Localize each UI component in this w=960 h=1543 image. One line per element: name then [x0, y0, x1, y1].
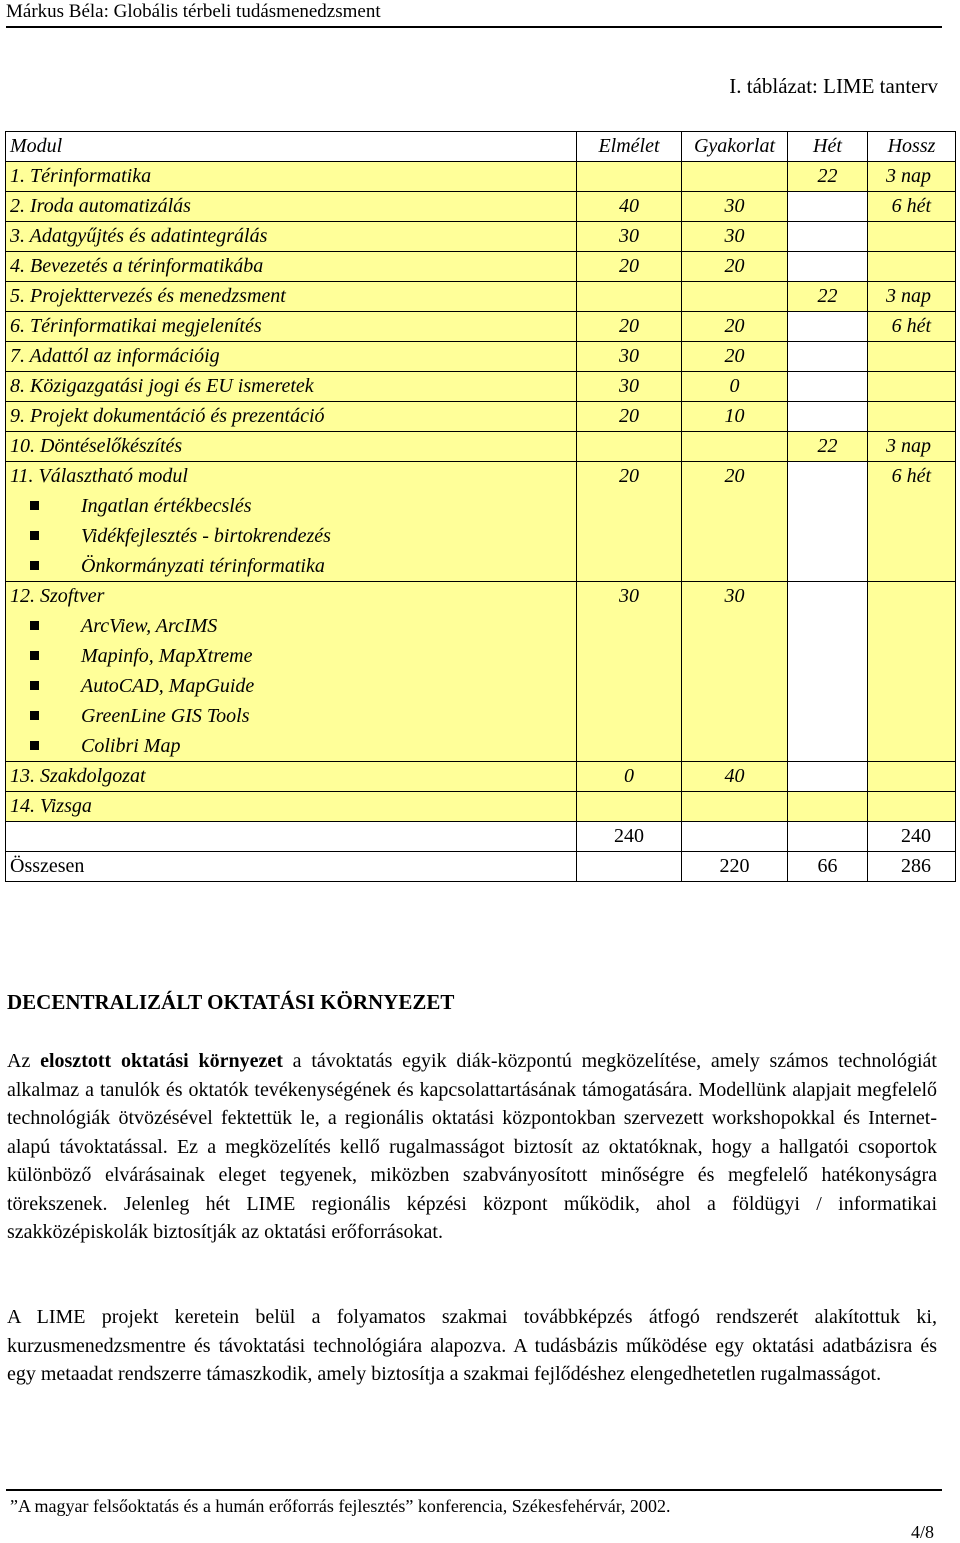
table-row [6, 462, 956, 582]
total-label: Összesen [6, 852, 577, 882]
gyakorlat-cell: 30 [682, 192, 788, 222]
module-name [6, 762, 577, 792]
sub-item-label: AutoCAD, MapGuide [81, 675, 255, 697]
table-row [6, 582, 956, 762]
column-header: Hossz [868, 132, 956, 162]
module-name [6, 222, 577, 252]
total-row [6, 852, 956, 882]
table-row [6, 162, 956, 192]
module-label: 11. Választható modul [10, 465, 188, 487]
running-header [6, 0, 942, 28]
table-row [6, 282, 956, 312]
column-header: Gyakorlat [682, 132, 788, 162]
het-cell [788, 372, 868, 402]
hossz-cell: 3 nap [868, 282, 956, 312]
sub-item [10, 641, 572, 671]
module-name [6, 342, 577, 372]
gyakorlat-cell [682, 792, 788, 822]
hossz-cell: 3 nap [868, 432, 956, 462]
elmelet-cell: 30 [577, 582, 682, 762]
sub-item-label: Önkormányzati térinformatika [81, 555, 325, 577]
het-cell [788, 462, 868, 582]
gyakorlat-cell [682, 432, 788, 462]
table-row [6, 222, 956, 252]
module-label: 6. Térinformatikai megjelenítés [10, 315, 262, 337]
bullet-icon [30, 561, 39, 570]
bullet-icon [30, 651, 39, 660]
sub-item-label: Vidékfejlesztés - birtokrendezés [81, 525, 331, 547]
curriculum-table [5, 131, 956, 882]
gyakorlat-cell [682, 282, 788, 312]
subtotal-gyakorlat [682, 822, 788, 852]
table-row [6, 792, 956, 822]
het-cell [788, 762, 868, 792]
elmelet-cell [577, 162, 682, 192]
elmelet-cell: 20 [577, 402, 682, 432]
het-cell: 22 [788, 432, 868, 462]
bullet-icon [30, 531, 39, 540]
module-label: 9. Projekt dokumentáció és prezentáció [10, 405, 325, 427]
gyakorlat-cell: 20 [682, 342, 788, 372]
hossz-cell [868, 792, 956, 822]
elmelet-cell: 0 [577, 762, 682, 792]
table-row [6, 372, 956, 402]
module-label: 7. Adattól az információig [10, 345, 220, 367]
section-heading: DECENTRALIZÁLT OKTATÁSI KÖRNYEZET [7, 990, 455, 1014]
hossz-cell [868, 252, 956, 282]
subtotal-label [6, 822, 577, 852]
sub-item-label: ArcView, ArcIMS [81, 615, 218, 637]
table-row [6, 762, 956, 792]
table-row [6, 252, 956, 282]
elmelet-cell [577, 792, 682, 822]
sub-item-label: Mapinfo, MapXtreme [81, 645, 253, 667]
sub-item-label: GreenLine GIS Tools [81, 705, 250, 727]
footer-conference: ”A magyar felsőoktatás és a humán erőforrás fejlesztés” konferencia, Székesfehérvár, 2002. [10, 1496, 671, 1516]
bullet-icon [30, 501, 39, 510]
total-hossz: 286 [868, 852, 956, 882]
subtotal-hossz: 240 [868, 822, 956, 852]
sub-item [10, 611, 572, 641]
subtotal-het [788, 822, 868, 852]
elmelet-cell [577, 282, 682, 312]
module-name [6, 432, 577, 462]
table-caption: I. táblázat: LIME tanterv [729, 74, 938, 98]
module-name [6, 192, 577, 222]
het-cell [788, 792, 868, 822]
het-cell: 22 [788, 282, 868, 312]
table-row [6, 312, 956, 342]
sub-item [10, 671, 572, 701]
module-label: 3. Adatgyűjtés és adatintegrálás [10, 225, 268, 247]
elmelet-cell: 30 [577, 222, 682, 252]
elmelet-cell [577, 432, 682, 462]
gyakorlat-cell [682, 162, 788, 192]
module-label: 13. Szakdolgozat [10, 765, 146, 787]
gyakorlat-cell: 30 [682, 582, 788, 762]
sub-item-label: Ingatlan értékbecslés [81, 495, 252, 517]
hossz-cell: 6 hét [868, 312, 956, 342]
table-row [6, 192, 956, 222]
elmelet-cell: 20 [577, 462, 682, 582]
het-cell [788, 252, 868, 282]
module-name [6, 282, 577, 312]
sub-item [10, 731, 572, 761]
hossz-cell: 6 hét [868, 462, 956, 582]
bullet-icon [30, 711, 39, 720]
column-header: Modul [6, 132, 577, 162]
total-het: 66 [788, 852, 868, 882]
het-cell: 22 [788, 162, 868, 192]
het-cell [788, 222, 868, 252]
subtotal-elmelet: 240 [577, 822, 682, 852]
module-name [6, 792, 577, 822]
module-name [6, 402, 577, 432]
hossz-cell [868, 222, 956, 252]
sub-item [10, 551, 572, 581]
gyakorlat-cell: 40 [682, 762, 788, 792]
sub-item-label: Colibri Map [81, 735, 181, 757]
sub-item [10, 701, 572, 731]
module-label: 1. Térinformatika [10, 165, 152, 187]
table-row [6, 402, 956, 432]
het-cell [788, 192, 868, 222]
module-name [6, 252, 577, 282]
module-name [6, 462, 577, 582]
elmelet-cell: 30 [577, 372, 682, 402]
elmelet-cell: 30 [577, 342, 682, 372]
hossz-cell: 3 nap [868, 162, 956, 192]
sub-item [10, 491, 572, 521]
total-elmelet [577, 852, 682, 882]
module-label: 5. Projekttervezés és menedzsment [10, 285, 286, 307]
gyakorlat-cell: 10 [682, 402, 788, 432]
bullet-icon [30, 621, 39, 630]
module-name [6, 372, 577, 402]
module-label: 4. Bevezetés a térinformatikába [10, 255, 264, 277]
gyakorlat-cell: 20 [682, 312, 788, 342]
het-cell [788, 402, 868, 432]
module-label: 8. Közigazgatási jogi és EU ismeretek [10, 375, 314, 397]
total-gyakorlat: 220 [682, 852, 788, 882]
module-name [6, 582, 577, 762]
gyakorlat-cell: 20 [682, 462, 788, 582]
elmelet-cell: 20 [577, 312, 682, 342]
paragraph-1-prefix: Az [7, 1050, 41, 1072]
table-row [6, 342, 956, 372]
table-row [6, 432, 956, 462]
hossz-cell [868, 342, 956, 372]
column-header: Hét [788, 132, 868, 162]
hossz-cell [868, 582, 956, 762]
paragraph-1-rest: a távoktatás egyik diák-központú megközelítése, amely számos technológiát alkalmaz a tanulók és oktatók tevékenységének és kapcsolattartásának támogatására. Modellünk alapjait megfelelő technológiák ötvözésével fektettük le, a regionális oktatási központokban szervezett workshopokkal és Internet-alapú távoktatással. Ez a megközelítés kellő rugalmasságot biztosít az oktatóknak, hogy a hallgatói csoportok különböző elvárásainak eleget tegyenek, miközben szabványosított minőségre és megfelelő hatékonyságra törekszenek. Jelenleg hét LIME regionális képzési központ működik, ahol a földügyi / informatikai szakközépiskolák biztosítják az oktatási erőforrásokat. [7, 1050, 937, 1243]
gyakorlat-cell: 20 [682, 252, 788, 282]
bullet-icon [30, 741, 39, 750]
module-label: 14. Vizsga [10, 795, 92, 817]
hossz-cell [868, 762, 956, 792]
module-label: 10. Döntéselőkészítés [10, 435, 183, 457]
sub-item [10, 521, 572, 551]
paragraph-2: A LIME projekt keretein belül a folyamatos szakmai továbbképzés átfogó rendszerét alakítottuk ki, kurzusmenedzsmentre és távoktatási technológiára alapozva. A tudásbázis működése egy oktatási adatbázisra és egy metaadat rendszerre támaszkodik, amely biztosítja a szakmai fejlődéshez elengedhetetlen rugalmasságot. [7, 1306, 937, 1385]
hossz-cell: 6 hét [868, 192, 956, 222]
column-header: Elmélet [577, 132, 682, 162]
module-label: 12. Szoftver [10, 585, 105, 607]
elmelet-cell: 40 [577, 192, 682, 222]
gyakorlat-cell: 30 [682, 222, 788, 252]
paragraph-1-bold: elosztott oktatási környezet [40, 1050, 283, 1072]
gyakorlat-cell: 0 [682, 372, 788, 402]
het-cell [788, 312, 868, 342]
module-name [6, 162, 577, 192]
paragraph-1 [7, 1047, 937, 1247]
header-title: Márkus Béla: Globális térbeli tudásmenedzsment [6, 1, 381, 22]
bullet-icon [30, 681, 39, 690]
page-number: 4/8 [910, 1522, 934, 1542]
hossz-cell [868, 402, 956, 432]
table-header-row [6, 132, 956, 162]
het-cell [788, 342, 868, 372]
het-cell [788, 582, 868, 762]
module-name [6, 312, 577, 342]
hossz-cell [868, 372, 956, 402]
footer-rule [6, 1489, 942, 1491]
elmelet-cell: 20 [577, 252, 682, 282]
module-label: 2. Iroda automatizálás [10, 195, 191, 217]
subtotal-row [6, 822, 956, 852]
